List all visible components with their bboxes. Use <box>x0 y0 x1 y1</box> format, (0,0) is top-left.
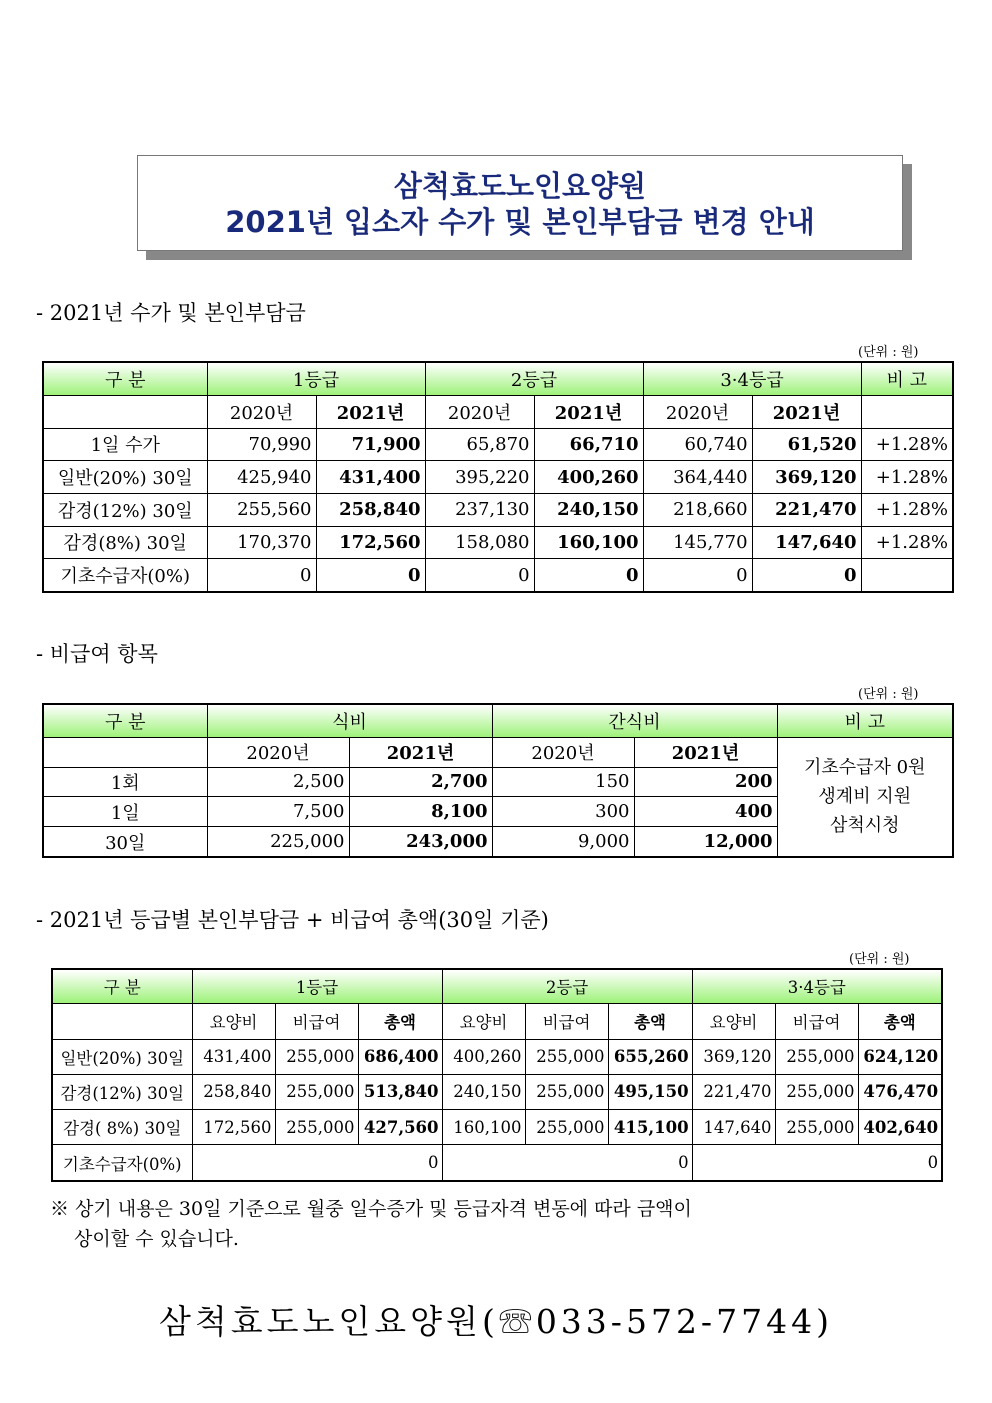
table-row <box>52 1039 942 1074</box>
total-cell: 495,150 <box>608 1074 692 1109</box>
value-cell: 158,080 <box>425 526 534 559</box>
value-cell: 221,470 <box>752 493 861 526</box>
value-cell: 225,000 <box>207 827 349 857</box>
value-cell: 0 <box>316 559 425 592</box>
value-cell: 0 <box>752 559 861 592</box>
value-cell: 147,640 <box>752 526 861 559</box>
value-cell: 255,000 <box>525 1074 608 1109</box>
year-cell: 2020년 <box>492 737 634 767</box>
header-note: 비 고 <box>861 362 953 395</box>
header-grade-1: 1등급 <box>192 969 442 1003</box>
section3-heading: - 2021년 등급별 본인부담금 + 비급여 총액(30일 기준) <box>36 908 549 932</box>
note-cell <box>861 559 953 592</box>
row-label: 감경( 8%) 30일 <box>52 1110 192 1145</box>
year-cell: 2021년 <box>752 395 861 428</box>
header-snack: 간식비 <box>492 704 777 737</box>
value-cell: 237,130 <box>425 493 534 526</box>
value-cell: 255,000 <box>275 1110 358 1145</box>
value-cell: 255,000 <box>525 1110 608 1145</box>
value-cell: 255,000 <box>275 1074 358 1109</box>
row-label: 기초수급자(0%) <box>52 1145 192 1181</box>
section3-unit: (단위 : 원) <box>849 952 910 967</box>
header-note: 비 고 <box>777 704 953 737</box>
year-cell: 2021년 <box>534 395 643 428</box>
table-row <box>43 559 953 592</box>
subheader-cell: 총액 <box>608 1003 692 1039</box>
value-cell: 255,000 <box>775 1039 858 1074</box>
total-cell: 655,260 <box>608 1039 692 1074</box>
section2-heading: - 비급여 항목 <box>36 642 158 666</box>
total-cell: 476,470 <box>858 1074 942 1109</box>
year-cell: 2021년 <box>316 395 425 428</box>
value-cell: 160,100 <box>442 1110 525 1145</box>
value-cell: 0 <box>425 559 534 592</box>
subheader-cell: 총액 <box>358 1003 442 1039</box>
value-cell: 60,740 <box>643 428 752 461</box>
table-row <box>43 428 953 461</box>
value-cell: 0 <box>192 1145 442 1181</box>
subheader-cell: 총액 <box>858 1003 942 1039</box>
value-cell: 240,150 <box>534 493 643 526</box>
subheader-cell: 요양비 <box>692 1003 775 1039</box>
table-row <box>52 1145 942 1181</box>
value-cell: 221,470 <box>692 1074 775 1109</box>
section1-heading: - 2021년 수가 및 본인부담금 <box>36 301 306 325</box>
note-line: 기초수급자 0원 <box>804 757 926 779</box>
value-cell: 0 <box>643 559 752 592</box>
value-cell: 255,000 <box>775 1110 858 1145</box>
year-cell: 2020년 <box>643 395 752 428</box>
footnote-line-2: 상이할 수 있습니다. <box>74 1228 239 1250</box>
footer-phone: 033-572-7744 <box>535 1302 817 1341</box>
year-cell: 2021년 <box>349 737 492 767</box>
value-cell: 400,260 <box>442 1039 525 1074</box>
value-cell: 300 <box>492 797 634 827</box>
value-cell: 66,710 <box>534 428 643 461</box>
year-cell: 2020년 <box>425 395 534 428</box>
table-row <box>52 1074 942 1109</box>
row-label: 1회 <box>43 767 207 797</box>
value-cell: 172,560 <box>192 1110 275 1145</box>
table-row <box>43 461 953 494</box>
value-cell: 71,900 <box>316 428 425 461</box>
value-cell: 8,100 <box>349 797 492 827</box>
subheader-cell: 비급여 <box>525 1003 608 1039</box>
year-cell: 2020년 <box>207 395 316 428</box>
value-cell: 425,940 <box>207 461 316 494</box>
subheader-cell: 비급여 <box>775 1003 858 1039</box>
subheader-cell: 요양비 <box>442 1003 525 1039</box>
value-cell: 431,400 <box>192 1039 275 1074</box>
row-label: 감경(12%) 30일 <box>43 493 207 526</box>
header-meal: 식비 <box>207 704 492 737</box>
value-cell: 9,000 <box>492 827 634 857</box>
value-cell: 2,700 <box>349 767 492 797</box>
note-cell: +1.28% <box>861 461 953 494</box>
value-cell: 395,220 <box>425 461 534 494</box>
value-cell: 218,660 <box>643 493 752 526</box>
row-label: 감경(12%) 30일 <box>52 1074 192 1109</box>
footer-contact: 삼척효도노인요양원(☏033-572-7744) <box>159 1302 833 1341</box>
row-label: 일반(20%) 30일 <box>52 1039 192 1074</box>
title-line-1: 삼척효도노인요양원 <box>393 169 647 203</box>
value-cell: 400,260 <box>534 461 643 494</box>
value-cell: 240,150 <box>442 1074 525 1109</box>
value-cell: 70,990 <box>207 428 316 461</box>
row-label: 일반(20%) 30일 <box>43 461 207 494</box>
value-cell: 0 <box>534 559 643 592</box>
value-cell: 364,440 <box>643 461 752 494</box>
value-cell: 369,120 <box>692 1039 775 1074</box>
total-cell: 427,560 <box>358 1110 442 1145</box>
subheader-cell: 비급여 <box>275 1003 358 1039</box>
note-cell: +1.28% <box>861 428 953 461</box>
table-total <box>51 968 943 1182</box>
value-cell: 172,560 <box>316 526 425 559</box>
value-cell: 170,370 <box>207 526 316 559</box>
value-cell: 255,560 <box>207 493 316 526</box>
value-cell: 258,840 <box>192 1074 275 1109</box>
value-cell: 369,120 <box>752 461 861 494</box>
value-cell: 145,770 <box>643 526 752 559</box>
value-cell: 0 <box>442 1145 692 1181</box>
header-grade-34: 3·4등급 <box>643 362 861 395</box>
total-cell: 686,400 <box>358 1039 442 1074</box>
header-grade-2: 2등급 <box>425 362 643 395</box>
value-cell: 243,000 <box>349 827 492 857</box>
year-cell: 2021년 <box>634 737 777 767</box>
value-cell: 255,000 <box>525 1039 608 1074</box>
header-category: 구 분 <box>52 969 192 1003</box>
title-line-2: 2021년 입소자 수가 및 본인부담금 변경 안내 <box>225 205 815 239</box>
value-cell: 150 <box>492 767 634 797</box>
row-label: 감경(8%) 30일 <box>43 526 207 559</box>
total-cell: 402,640 <box>858 1110 942 1145</box>
value-cell: 400 <box>634 797 777 827</box>
table-non-covered <box>42 703 954 858</box>
value-cell: 258,840 <box>316 493 425 526</box>
note-cell: +1.28% <box>861 493 953 526</box>
header-grade-1: 1등급 <box>207 362 425 395</box>
table-fee <box>42 361 954 593</box>
footnote-line-1: ※ 상기 내용은 30일 기준으로 월중 일수증가 및 등급자격 변동에 따라 금액이 <box>50 1198 692 1220</box>
note-cell: +1.28% <box>861 526 953 559</box>
footnote <box>50 1194 930 1254</box>
section2-unit: (단위 : 원) <box>858 687 919 702</box>
value-cell: 255,000 <box>775 1074 858 1109</box>
total-cell: 513,840 <box>358 1074 442 1109</box>
value-cell: 61,520 <box>752 428 861 461</box>
table-row <box>52 1110 942 1145</box>
footer-name: 삼척효도노인요양원 <box>159 1302 482 1341</box>
header-grade-2: 2등급 <box>442 969 692 1003</box>
value-cell: 12,000 <box>634 827 777 857</box>
header-category: 구 분 <box>43 362 207 395</box>
title-box <box>137 155 903 251</box>
header-category: 구 분 <box>43 704 207 737</box>
value-cell: 7,500 <box>207 797 349 827</box>
row-label: 30일 <box>43 827 207 857</box>
value-cell: 0 <box>692 1145 942 1181</box>
value-cell: 0 <box>207 559 316 592</box>
value-cell: 200 <box>634 767 777 797</box>
value-cell: 431,400 <box>316 461 425 494</box>
total-cell: 624,120 <box>858 1039 942 1074</box>
value-cell: 160,100 <box>534 526 643 559</box>
row-label: 1일 <box>43 797 207 827</box>
row-label: 기초수급자(0%) <box>43 559 207 592</box>
table-row <box>43 526 953 559</box>
year-cell: 2020년 <box>207 737 349 767</box>
note-line: 생계비 지원 <box>818 786 912 808</box>
header-grade-34: 3·4등급 <box>692 969 942 1003</box>
note-line: 삼척시청 <box>829 815 900 837</box>
value-cell: 2,500 <box>207 767 349 797</box>
table-row <box>43 493 953 526</box>
subheader-cell: 요양비 <box>192 1003 275 1039</box>
value-cell: 147,640 <box>692 1110 775 1145</box>
section1-unit: (단위 : 원) <box>858 345 919 360</box>
total-cell: 415,100 <box>608 1110 692 1145</box>
non-covered-note <box>777 737 953 857</box>
telephone-icon: ☏ <box>498 1302 536 1341</box>
value-cell: 255,000 <box>275 1039 358 1074</box>
row-label: 1일 수가 <box>43 428 207 461</box>
value-cell: 65,870 <box>425 428 534 461</box>
